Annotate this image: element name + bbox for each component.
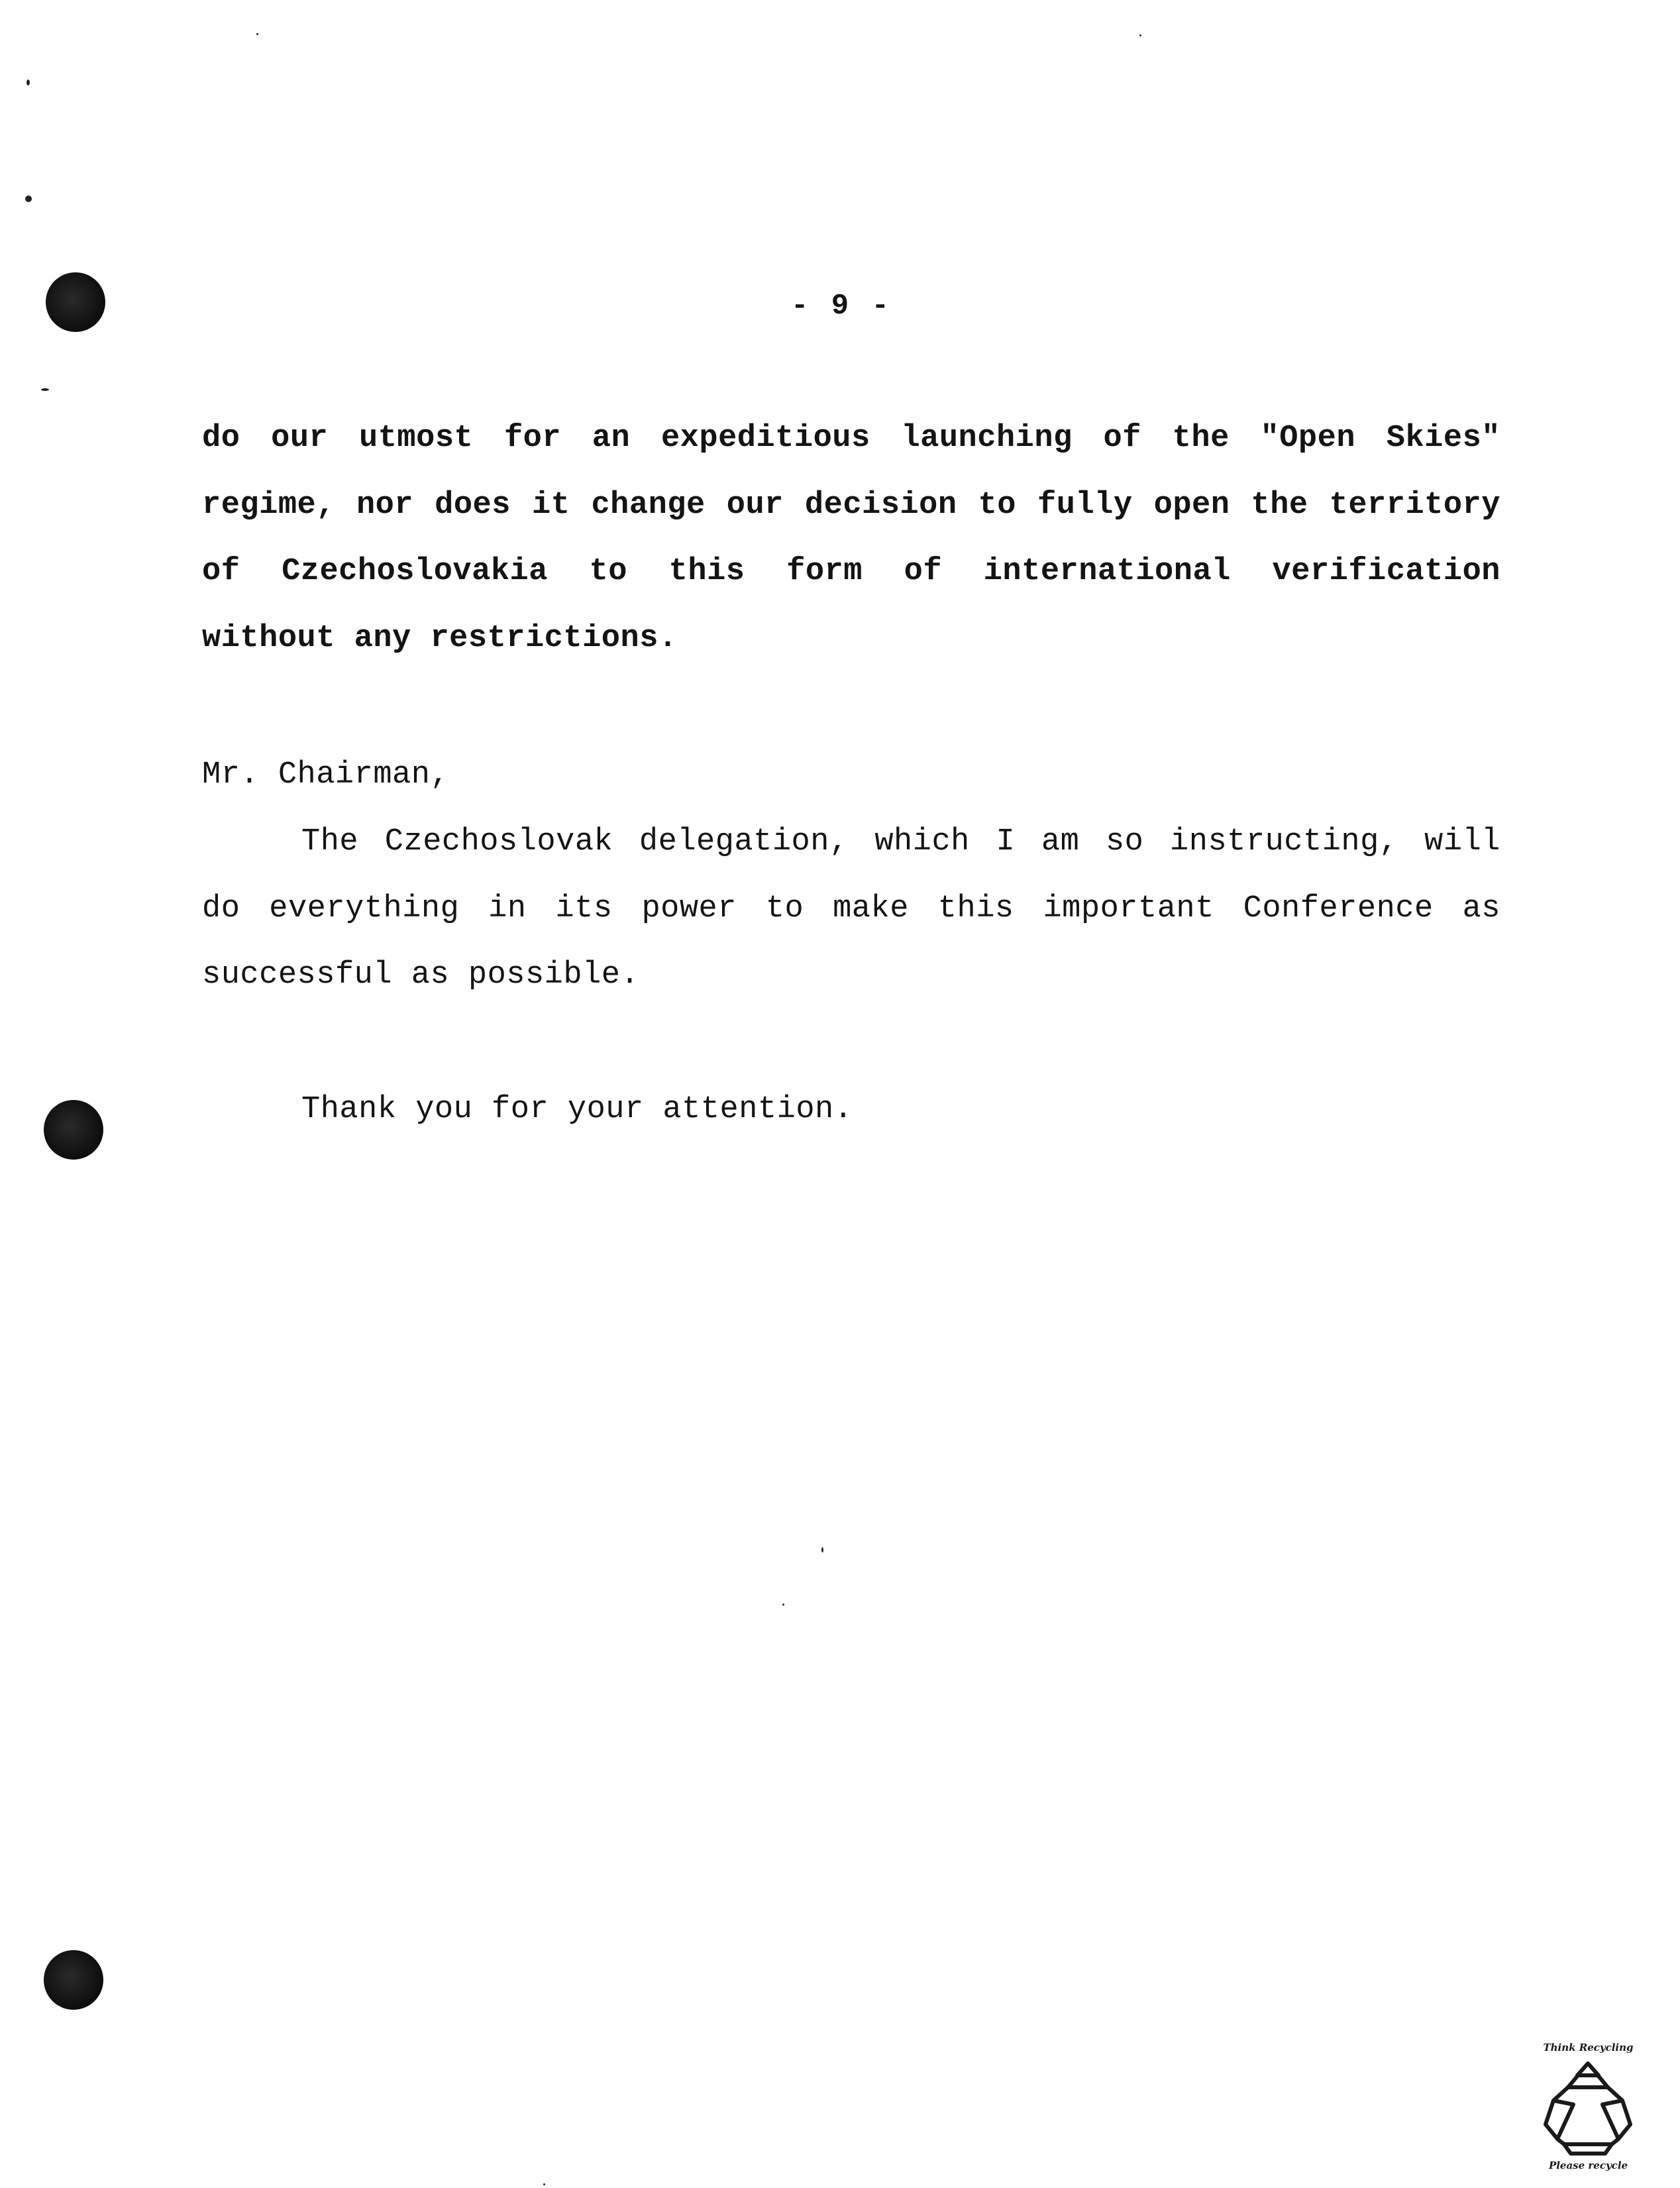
recycle-logo-bottom-text: Please recycle — [1548, 2160, 1628, 2171]
salutation: Mr. Chairman, — [202, 757, 450, 793]
punch-hole — [44, 1100, 103, 1160]
body-line: without any restrictions. — [202, 621, 678, 656]
scan-speck — [543, 2183, 545, 2185]
punch-hole — [46, 272, 105, 332]
scan-speck — [256, 33, 258, 35]
punch-hole — [44, 1950, 103, 2010]
body-line: The Czechoslovak delegation, which I am so instructing, will — [301, 824, 1500, 859]
closing-line: Thank you for your attention. — [301, 1092, 853, 1127]
body-line: do everything in its power to make this important Conference as — [202, 891, 1500, 926]
body-line: successful as possible. — [202, 957, 640, 993]
body-line: of Czechoslovakia to this form of international verification — [202, 554, 1500, 589]
page-number: - 9 - — [790, 290, 892, 323]
scan-speck — [25, 195, 32, 202]
scan-speck — [821, 1547, 823, 1553]
scan-speck — [1139, 34, 1141, 36]
scan-speck — [782, 1604, 784, 1606]
scan-speck — [26, 80, 30, 85]
recycle-logo — [1534, 2041, 1643, 2173]
scan-speck — [41, 388, 49, 391]
recycle-logo-top-text: Think Recycling — [1543, 2042, 1634, 2053]
body-line: do our utmost for an expeditious launching of the "Open Skies" — [202, 421, 1500, 456]
recycle-icon — [1542, 2058, 1634, 2156]
body-line: regime, nor does it change our decision to fully open the territory — [202, 488, 1500, 523]
